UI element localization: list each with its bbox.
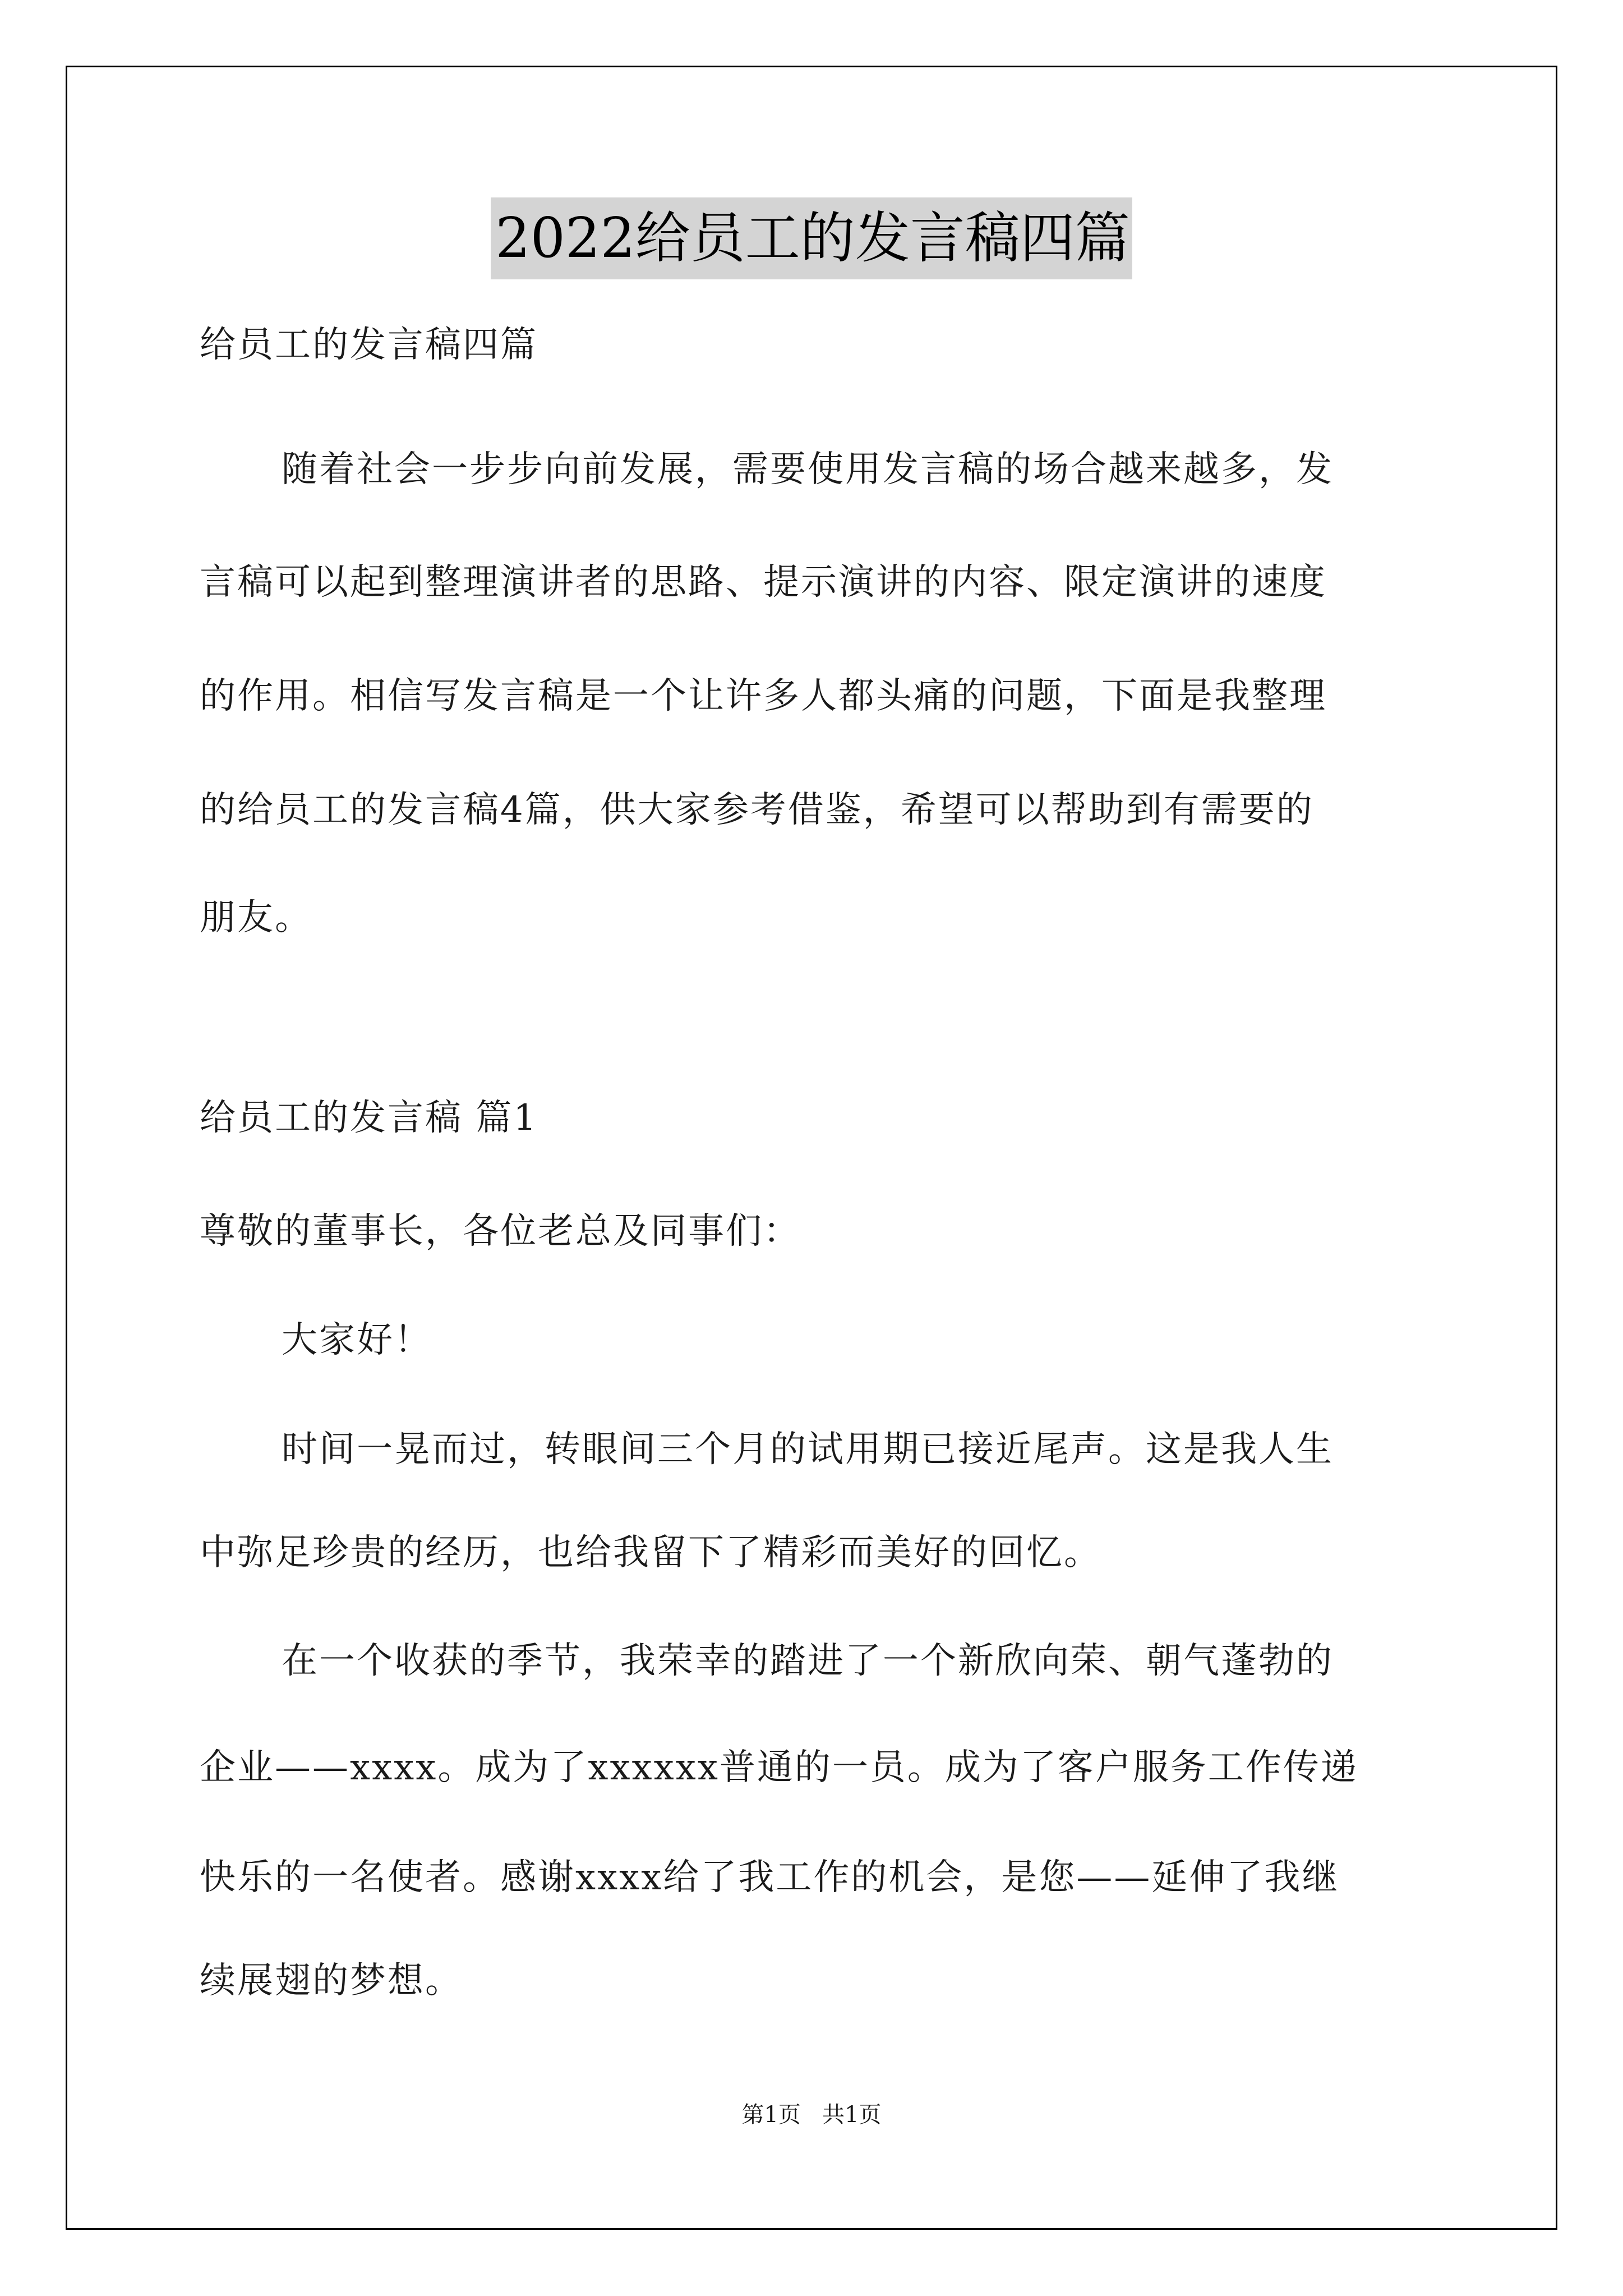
- paragraph-line: 时间一晃而过，转眼间三个月的试用期已接近尾声。这是我人生: [282, 1429, 1334, 1470]
- greeting: 大家好！: [282, 1319, 432, 1361]
- paragraph-line: 快乐的一名使者。感谢xxxx给了我工作的机会，是您——延伸了我继: [200, 1857, 1340, 1898]
- paragraph-line: 的给员工的发言稿4篇，供大家参考借鉴，希望可以帮助到有需要的: [200, 789, 1314, 831]
- paragraph-line: 中弥足珍贵的经历，也给我留下了精彩而美好的回忆。: [200, 1532, 1101, 1573]
- page-footer: 第1页 共1页: [741, 2102, 882, 2128]
- paragraph-line: 续展翅的梦想。: [200, 1960, 463, 2001]
- paragraph-line: 言稿可以起到整理演讲者的思路、提示演讲的内容、限定演讲的速度: [200, 562, 1327, 603]
- salutation: 尊敬的董事长，各位老总及同事们：: [200, 1211, 801, 1252]
- paragraph-line: 在一个收获的季节，我荣幸的踏进了一个新欣向荣、朝气蓬勃的: [282, 1640, 1334, 1682]
- section-heading: 给员工的发言稿 篇1: [200, 1097, 538, 1139]
- paragraph-line: 企业——xxxx。成为了xxxxxx普通的一员。成为了客户服务工作传递: [200, 1747, 1358, 1788]
- page-border: [66, 66, 1557, 2230]
- paragraph-line: 朋友。: [200, 897, 312, 938]
- title-container: [0, 197, 1623, 279]
- paragraph-line: 的作用。相信写发言稿是一个让许多人都头痛的问题，下面是我整理: [200, 675, 1327, 717]
- document-title: 2022给员工的发言稿四篇: [491, 197, 1132, 279]
- paragraph-line: 随着社会一步步向前发展，需要使用发言稿的场合越来越多，发: [282, 449, 1334, 490]
- intro-heading: 给员工的发言稿四篇: [200, 324, 538, 366]
